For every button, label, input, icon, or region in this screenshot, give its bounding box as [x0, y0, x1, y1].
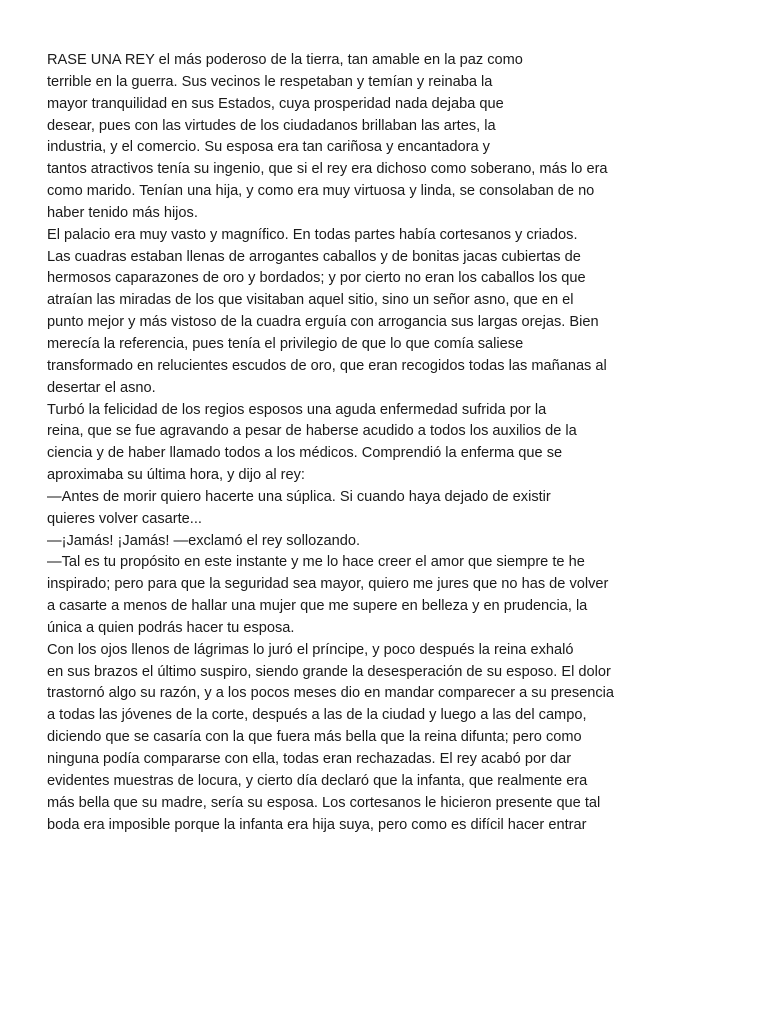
- text-line: aproximaba su última hora, y dijo al rey:: [47, 467, 305, 484]
- text-line: a todas las jóvenes de la corte, después a las de la ciudad y luego a las del campo,: [47, 707, 587, 724]
- text-line: en sus brazos el último suspiro, siendo grande la desesperación de su esposo. El dolor: [47, 663, 611, 680]
- text-line: mayor tranquilidad en sus Estados, cuya prosperidad nada dejaba que: [47, 95, 504, 112]
- text-line: ciencia y de haber llamado todos a los médicos. Comprendió la enferma que se: [47, 445, 563, 462]
- text-line: quieres volver casarte...: [47, 510, 202, 527]
- text-line: industria, y el comercio. Su esposa era tan cariñosa y encantadora y: [47, 139, 490, 156]
- text-line: más bella que su madre, sería su esposa. Los cortesanos le hicieron presente que tal: [47, 794, 601, 811]
- text-line: boda era imposible porque la infanta era hija suya, pero como es difícil hacer entrar: [47, 816, 587, 833]
- text-line: Turbó la felicidad de los regios esposos una aguda enfermedad sufrida por la: [47, 401, 547, 418]
- text-line: a casarte a menos de hallar una mujer que me supere en belleza y en prudencia, la: [47, 598, 588, 615]
- text-line: Con los ojos llenos de lágrimas lo juró el príncipe, y poco después la reina exhaló: [47, 641, 574, 658]
- text-line: —Tal es tu propósito en este instante y me lo hace creer el amor que siempre te he: [47, 554, 585, 571]
- text-line: Las cuadras estaban llenas de arrogantes caballos y de bonitas jacas cubiertas de: [47, 248, 581, 265]
- text-line: tantos atractivos tenía su ingenio, que si el rey era dichoso como soberano, más lo era: [47, 161, 608, 178]
- text-line: única a quien podrás hacer tu esposa.: [47, 619, 295, 636]
- text-line: desertar el asno.: [47, 379, 156, 396]
- text-line: transformado en relucientes escudos de oro, que eran recogidos todas las mañanas al: [47, 357, 607, 374]
- text-line: El palacio era muy vasto y magnífico. En todas partes había cortesanos y criados.: [47, 226, 578, 243]
- text-line: RASE UNA REY el más poderoso de la tierra, tan amable en la paz como: [47, 52, 523, 68]
- text-line: punto mejor y más vistoso de la cuadra erguía con arrogancia sus largas orejas. Bien: [47, 314, 599, 331]
- text-line: como marido. Tenían una hija, y como era muy virtuosa y linda, se consolaban de no: [47, 183, 595, 200]
- text-line: atraían las miradas de los que visitaban aquel sitio, sino un señor asno, que en el: [47, 292, 574, 309]
- text-line: inspirado; pero para que la seguridad sea mayor, quiero me jures que no has de volver: [47, 576, 609, 593]
- text-line: reina, que se fue agravando a pesar de haberse acudido a todos los auxilios de la: [47, 423, 577, 440]
- text-line: terrible en la guerra. Sus vecinos le respetaban y temían y reinaba la: [47, 73, 493, 90]
- text-line: —Antes de morir quiero hacerte una súplica. Si cuando haya dejado de existir: [47, 488, 551, 505]
- text-line: ninguna podía compararse con ella, todas eran rechazadas. El rey acabó por dar: [47, 751, 572, 767]
- document-page: [47, 50, 707, 836]
- text-line: haber tenido más hijos.: [47, 204, 198, 221]
- text-line: diciendo que se casaría con la que fuera más bella que la reina difunta; pero como: [47, 729, 582, 746]
- text-line: hermosos caparazones de oro y bordados; y por cierto no eran los caballos los que: [47, 270, 586, 287]
- text-line: evidentes muestras de locura, y cierto día declaró que la infanta, que realmente era: [47, 772, 588, 789]
- text-line: desear, pues con las virtudes de los ciudadanos brillaban las artes, la: [47, 117, 496, 134]
- text-line: trastornó algo su razón, y a los pocos meses dio en mandar comparecer a su presencia: [47, 685, 615, 702]
- text-line: merecía la referencia, pues tenía el privilegio de que lo que comía saliese: [47, 335, 524, 352]
- text-line: —¡Jamás! ¡Jamás! —exclamó el rey sollozando.: [47, 532, 361, 549]
